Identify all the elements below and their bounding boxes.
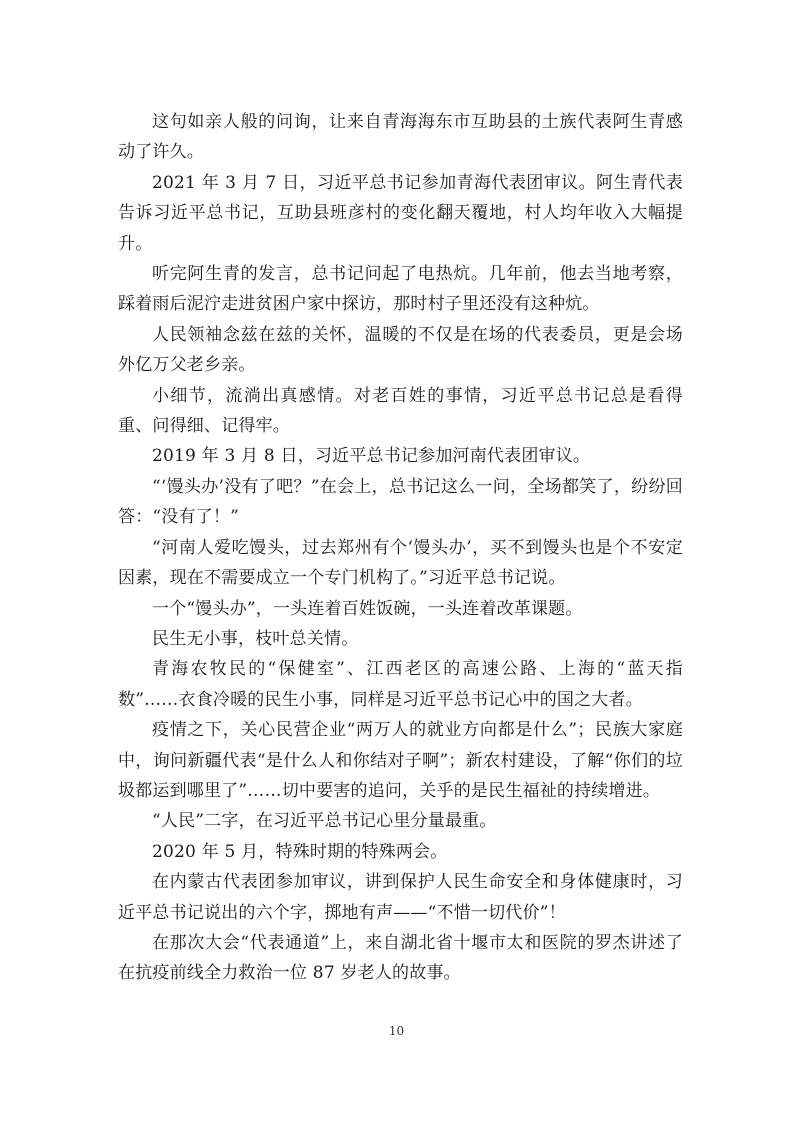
paragraph: 2019 年 3 月 8 日，习近平总书记参加河南代表团审议。 bbox=[152, 446, 591, 467]
paragraph: 一个“馒头办”，一头连着百姓饭碗，一头连着改革课题。 bbox=[152, 598, 583, 619]
paragraph: 疫情之下，关心民营企业“两万人的就业方向都是什么”；民族大家庭中，询问新疆代表“是什么人和你结对子啊”；新农村建设，了解“你们的垃圾都运到哪里了”……切中要害的追问，关乎的是民生福祉的持续增进。 bbox=[118, 720, 683, 801]
paragraph: 在那次大会“代表通道”上，来自湖北省十堰市太和医院的罗杰讲述了在抗疫前线全力救治一位 87 岁老人的故事。 bbox=[118, 932, 683, 984]
page-number: 10 bbox=[388, 1024, 405, 1038]
paragraph: “河南人爱吃馒头，过去郑州有个‘馒头办’，买不到馒头也是个不安定因素，现在不需要成立一个专门机构了。”习近平总书记说。 bbox=[118, 537, 683, 589]
paragraph: “‘馒头办’没有了吧？”在会上，总书记这么一问，全场都笑了，纷纷回答：“没有了！” bbox=[118, 476, 683, 528]
paragraph: 人民领袖念兹在兹的关怀，温暖的不仅是在场的代表委员，更是会场外亿万父老乡亲。 bbox=[118, 324, 683, 376]
document-body bbox=[118, 107, 683, 989]
paragraph: 小细节，流淌出真感情。对老百姓的事情，习近平总书记总是看得重、问得细、记得牢。 bbox=[118, 385, 683, 437]
paragraph: 这句如亲人般的问询，让来自青海海东市互助县的土族代表阿生青感动了许久。 bbox=[118, 112, 683, 163]
paragraph: 青海农牧民的“保健室”、江西老区的高速公路、上海的“蓝天指数”……衣食冷暖的民生小事，同样是习近平总书记心中的国之大者。 bbox=[118, 659, 683, 710]
paragraph: 民生无小事，枝叶总关情。 bbox=[152, 628, 359, 649]
paragraph: 2021 年 3 月 7 日，习近平总书记参加青海代表团审议。阿生青代表告诉习近平总书记，互助县班彦村的变化翻天覆地，村人均年收入大幅提升。 bbox=[118, 172, 683, 254]
paragraph: 在内蒙古代表团参加审议，讲到保护人民生命安全和身体健康时，习近平总书记说出的六个字，掷地有声——“不惜一切代价”！ bbox=[118, 872, 683, 923]
paragraph: “人民”二字，在习近平总书记心里分量最重。 bbox=[152, 811, 497, 832]
paragraph: 听完阿生青的发言，总书记问起了电热炕。几年前，他去当地考察，踩着雨后泥泞走进贫困户家中探访，那时村子里还没有这种炕。 bbox=[118, 264, 683, 315]
paragraph: 2020 年 5 月，特殊时期的特殊两会。 bbox=[152, 841, 448, 862]
